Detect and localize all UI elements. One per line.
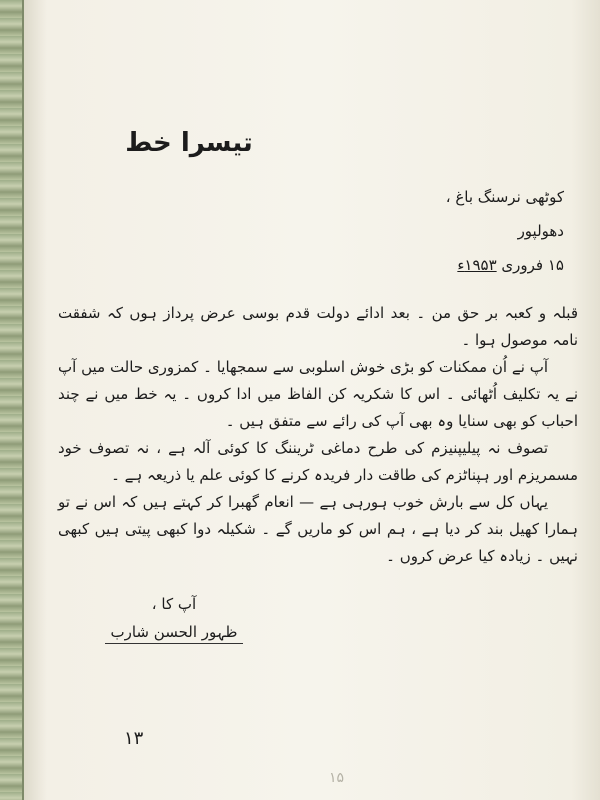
address-line-1: کوٹھی نرسنگ باغ ،: [445, 188, 564, 206]
signature: ظہور الحسن شارب: [105, 623, 244, 644]
book-page: [24, 0, 600, 800]
body-paragraph-2: تصوف نہ پیلیپنیزم کی طرح دماغی ٹریننگ کا کوئی آلہ ہے ، نہ تصوف خود مسمریزم اور ہپناٹزم کی طاقت دار فریدہ کرنے کا کوئی علم یا ذریعہ ہے ۔: [58, 439, 578, 484]
letter-body: [58, 300, 578, 570]
body-paragraph-1: آپ نے اُن ممکنات کو بڑی خوش اسلوبی سے سمجھایا ۔ کمزوری حالت میں آپ نے یہ تکلیف اُٹھائی ۔ اس کا شکریہ کن الفاظ میں ادا کروں ۔ یہ خط میں نے چند احباب کو بھی سنایا وہ بھی آپ کی رائے سے متفق ہیں ۔: [58, 358, 578, 430]
date-year: ۱۹۵۳ء: [457, 256, 497, 274]
body-paragraph-3: یہاں کل سے بارش خوب ہورہی ہے — انعام گھبرا کر کہتے ہیں کہ اس نے تو ہمارا کھیل بند کر دیا ہے ، ہم اس کو ماریں گے ۔ شکیلہ دوا کبھی پیتی ہیں کبھی نہیں ۔ زیادہ کیا عرض کروں ۔: [58, 493, 578, 565]
faint-footer-mark: ۱۵: [329, 770, 345, 786]
page-number: ۱۳: [124, 728, 144, 749]
salutation-paragraph: قبلہ و کعبہ بر حق من ۔ بعد ادائے دولت قدم بوسی عرض پرداز ہوں کہ شفقت نامہ موصول ہوا ۔: [58, 304, 578, 349]
letter-date: [457, 256, 564, 274]
letter-title: تیسرا خط: [125, 128, 253, 158]
letter-closing-block: [24, 590, 324, 646]
book-binding: [0, 0, 24, 800]
closing-phrase: آپ کا ،: [151, 595, 197, 613]
date-day-month: ۱۵ فروری: [501, 256, 564, 274]
address-line-2: دھولپور: [517, 222, 564, 240]
